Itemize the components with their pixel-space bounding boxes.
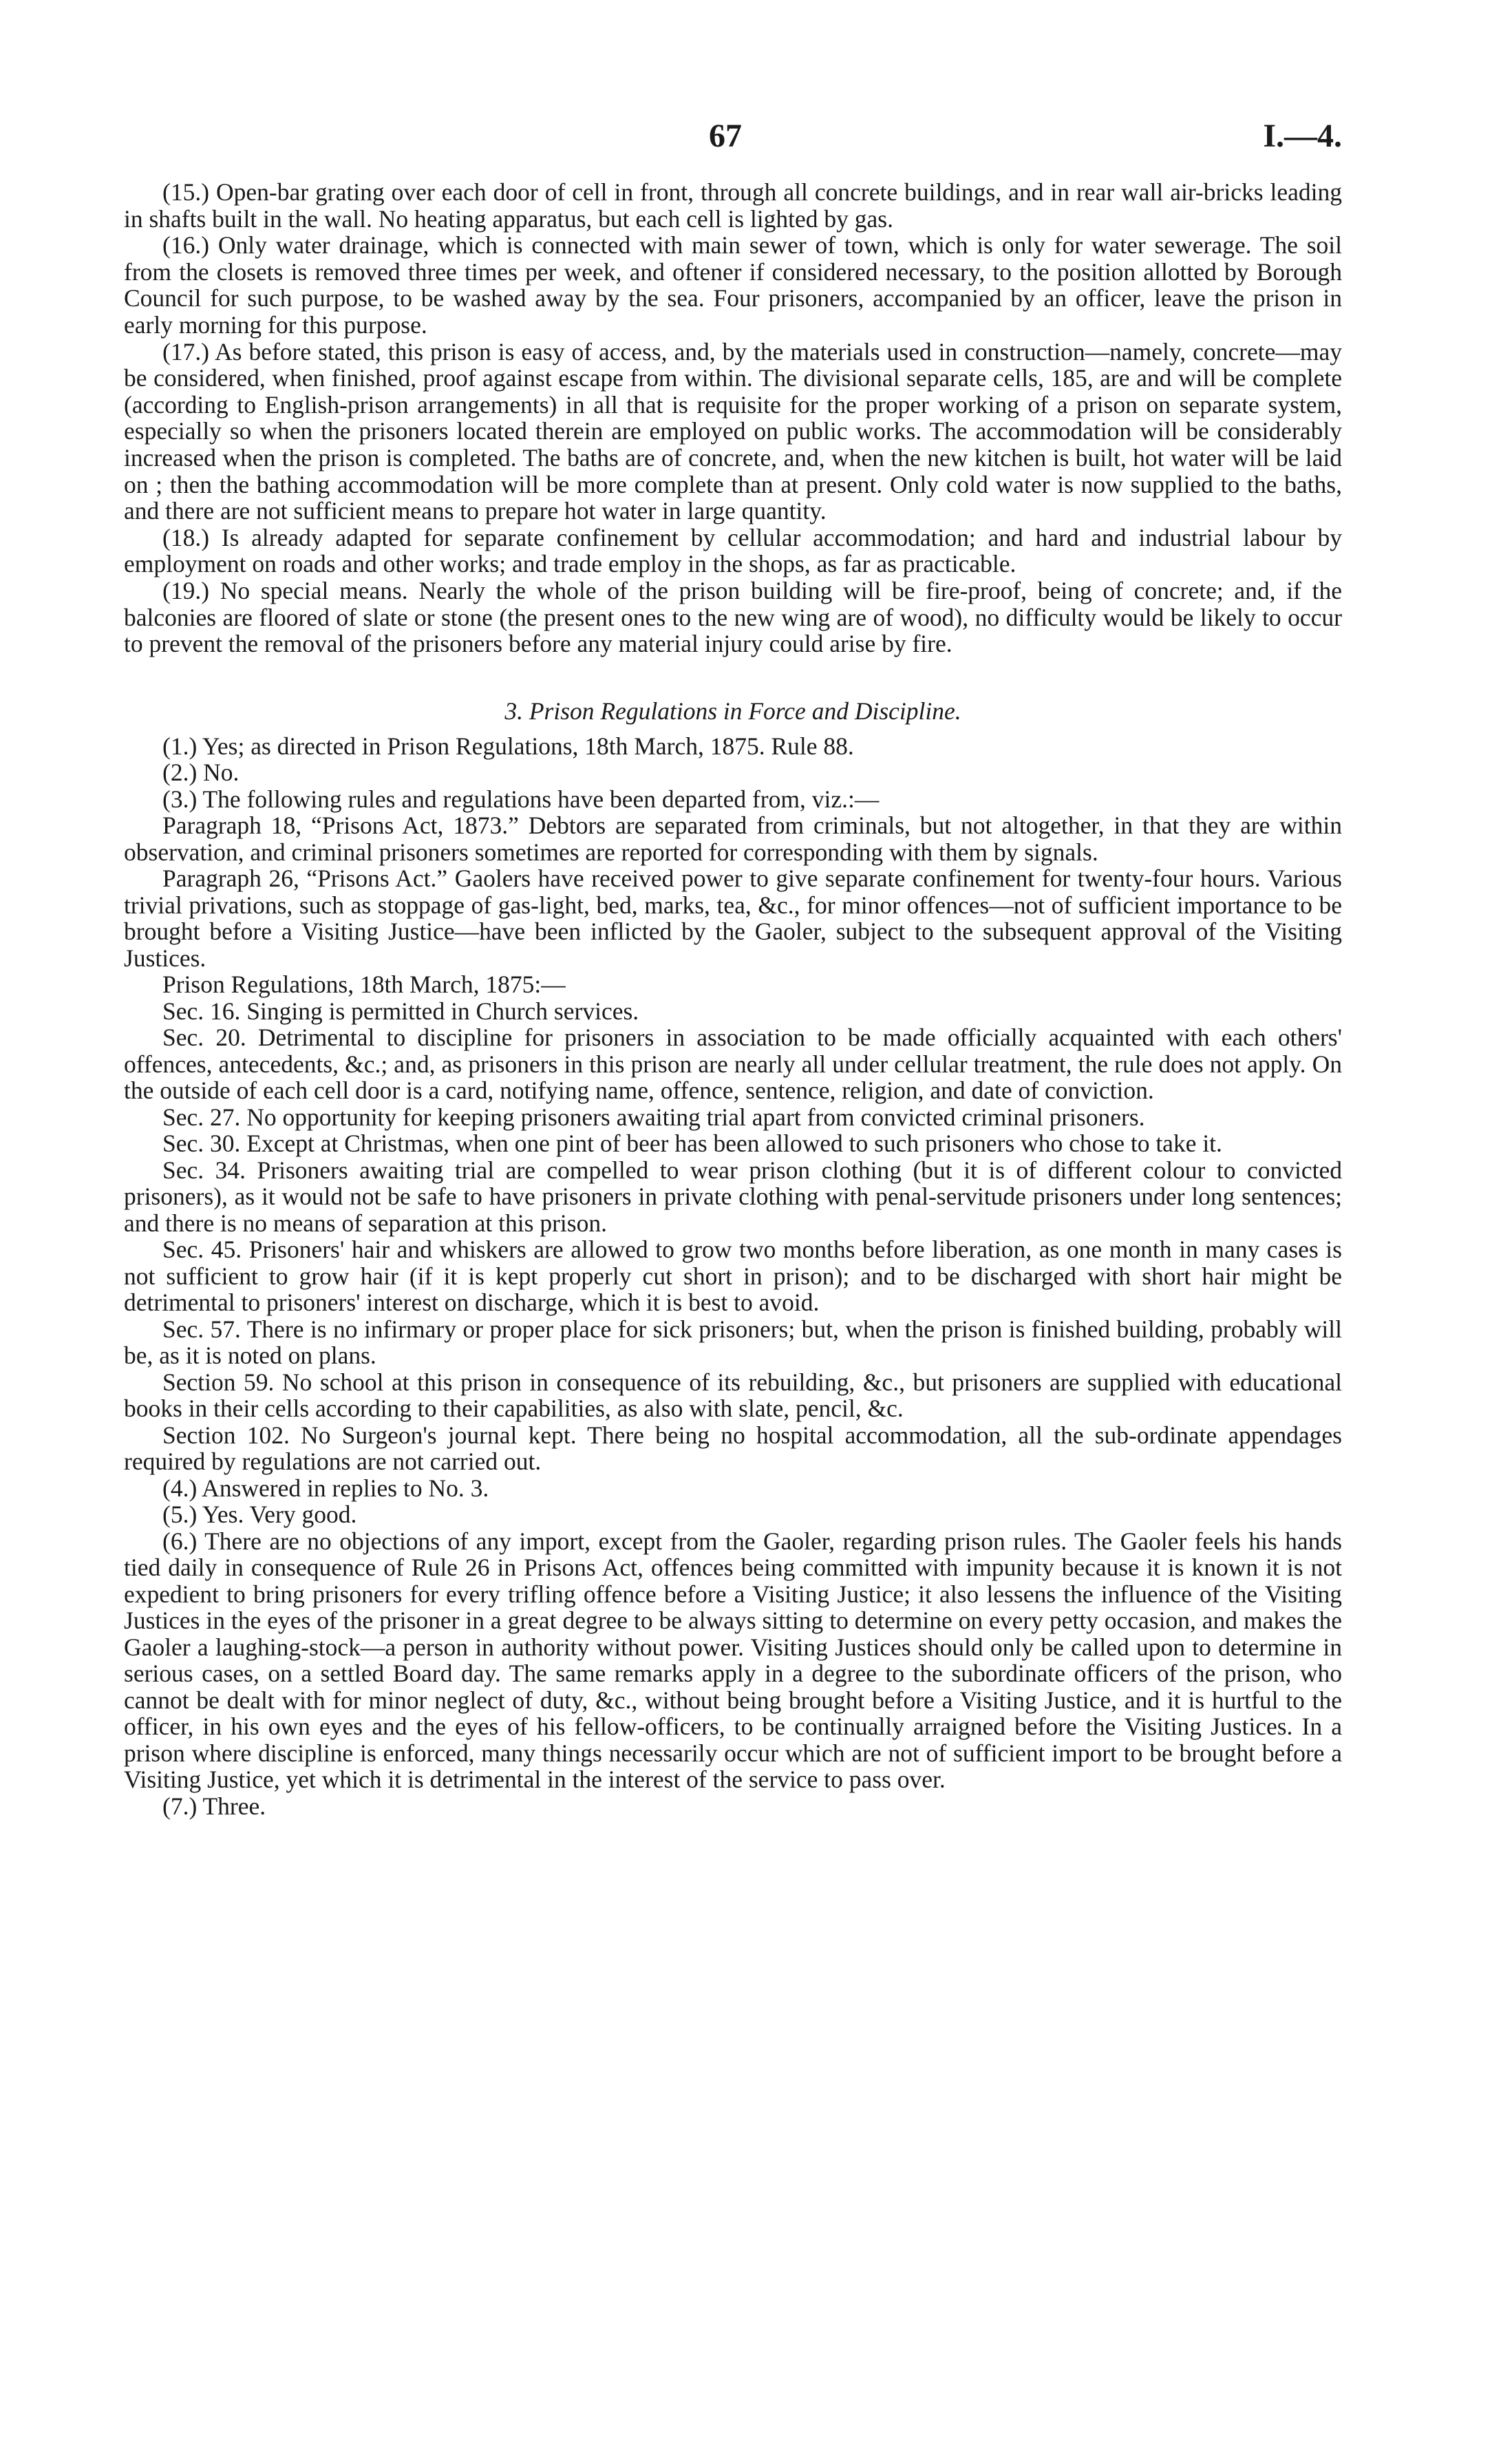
sec-30: Sec. 30. Except at Christmas, when one pint of beer has been allowed to such prisoners who chose to take it. xyxy=(162,1130,1222,1158)
section-heading: 3. Prison Regulations in Force and Discipline. xyxy=(504,697,961,725)
reply-5: (5.) Yes. Very good. xyxy=(162,1501,357,1529)
reply-6: (6.) There are no objections of any import, except from the Gaoler, regarding prison rules. The Gaoler feels his hands tied daily in consequence of Rule 26 in Prisons Act, offences being committed with impunity because it is known it is not expedient to bring prisoners for every trifling offence before a Visiting Justice; it also lessens the influence of the Visiting Justices in the eyes of the prisoner in a great degree to be always sitting to determine on every petty occasion, and makes the Gaoler a laughing-stock—a person in authority without power. Visiting Justices should only be called upon to determine in serious cases, on a settled Board day. The same remarks apply in a degree to the subordinate officers of the prison, who cannot be dealt with for minor neglect of duty, &c., without being brought before a Visiting Justice, and it is hurtful to the officer, in his own eyes and the eyes of his fellow-officers, to be continually arraigned before the Visiting Justices. In a prison where discipline is enforced, many things necessarily occur which are not of sufficient import to be brought before a Visiting Justice, yet which it is detrimental in the interest of the service to pass over. xyxy=(124,1527,1342,1794)
replies-block-section-3 xyxy=(124,733,1342,1820)
paragraph-18: (18.) Is already adapted for separate confinement by cellular accommodation; and hard and industrial labour by employment on roads and other works; and trade employ in the shops, as far as practicable. xyxy=(124,523,1342,578)
section-102: Section 102. No Surgeon's journal kept. There being no hospital accommodation, all the sub-ordinate appendages required by regulations are not carried out. xyxy=(124,1421,1342,1476)
sec-27: Sec. 27. No opportunity for keeping prisoners awaiting trial apart from convicted criminal prisoners. xyxy=(162,1103,1145,1131)
replies-block-section-2 xyxy=(124,179,1342,657)
document-reference: I.—4. xyxy=(1263,118,1342,154)
sec-34: Sec. 34. Prisoners awaiting trial are compelled to wear prison clothing (but it is of different colour to convicted prisoners), as it would not be safe to have prisoners in private clothing with penal-servitude prisoners under long sentences; and there is no means of separation at this prison. xyxy=(124,1156,1342,1237)
sec-16: Sec. 16. Singing is permitted in Church services. xyxy=(162,997,639,1025)
sec-57: Sec. 57. There is no infirmary or proper place for sick prisoners; but, when the prison is finished building, probably will be, as it is noted on plans. xyxy=(124,1315,1342,1370)
reply-4: (4.) Answered in replies to No. 3. xyxy=(162,1474,489,1502)
paragraph-26-prisons-act: Paragraph 26, “Prisons Act.” Gaolers have received power to give separate confinement for twenty-four hours. Various trivial privations, such as stoppage of gas-light, bed, marks, tea, &c., for minor offences—not of sufficient importance to be brought before a Visiting Justice—have been inflicted by the Gaoler, subject to the subsequent approval of the Visiting Justices. xyxy=(124,865,1342,972)
reply-7: (7.) Three. xyxy=(162,1792,266,1820)
paragraph-15: (15.) Open-bar grating over each door of cell in front, through all concrete buildings, and in rear wall air-bricks leading in shafts built in the wall. No heating apparatus, but each cell is lighted by gas. xyxy=(124,178,1342,233)
paragraph-19: (19.) No special means. Nearly the whole of the prison building will be fire-proof, being of concrete; and, if the balconies are floored of slate or stone (the present ones to the new wing are of wood), no difficulty would be likely to occur to prevent the removal of the prisoners before any material injury could arise by fire. xyxy=(124,576,1342,658)
section-59: Section 59. No school at this prison in consequence of its rebuilding, &c., but prisoners are supplied with educational books in their cells according to their capabilities, as also with slate, pencil, &c. xyxy=(124,1368,1342,1423)
sec-20: Sec. 20. Detrimental to discipline for prisoners in association to be made officially acquainted with each others' offences, antecedents, &c.; and, as prisoners in this prison are nearly all under cellular treatment, the rule does not apply. On the outside of each cell door is a card, notifying name, offence, sentence, religion, and date of conviction. xyxy=(124,1024,1342,1105)
paragraph-18-prisons-act: Paragraph 18, “Prisons Act, 1873.” Debtors are separated from criminals, but not altogether, in that they are within observation, and criminal prisoners sometimes are reported for corresponding with them by signals. xyxy=(124,812,1342,866)
paragraph-17: (17.) As before stated, this prison is easy of access, and, by the materials used in construction—namely, concrete—may be considered, when finished, proof against escape from within. The divisional separate cells, 185, are and will be complete (according to English-prison arrangements) in all that is requisite for the proper working of a prison on separate system, especially so when the prisoners located therein are employed on public works. The accommodation will be considerably increased when the prison is completed. The baths are of concrete, and, when the new kitchen is built, hot water will be laid on ; then the bathing accommodation will be more complete than at present. Only cold water is now supplied to the baths, and there are not sufficient means to prepare hot water in large quantity. xyxy=(124,337,1342,525)
prison-regulations-heading: Prison Regulations, 18th March, 1875:— xyxy=(162,971,566,999)
paragraph-16: (16.) Only water drainage, which is connected with main sewer of town, which is only for water sewerage. The soil from the closets is removed three times per week, and oftener if considered necessary, to the position allotted by Borough Council for such purpose, to be washed away by the sea. Four prisoners, accompanied by an officer, leave the prison in early morning for this purpose. xyxy=(124,231,1342,339)
document-page xyxy=(124,117,1342,1819)
reply-1: (1.) Yes; as directed in Prison Regulations, 18th March, 1875. Rule 88. xyxy=(162,732,854,760)
sec-45: Sec. 45. Prisoners' hair and whiskers are allowed to grow two months before liberation, as one month in many cases is not sufficient to grow hair (if it is kept properly cut short in prison); and to be discharged with short hair might be detrimental to prisoners' interest on discharge, which it is best to avoid. xyxy=(124,1236,1342,1317)
reply-2: (2.) No. xyxy=(162,759,239,787)
reply-3: (3.) The following rules and regulations have been departed from, viz.:— xyxy=(162,785,880,813)
page-header xyxy=(124,117,1342,179)
page-number: 67 xyxy=(709,118,742,154)
